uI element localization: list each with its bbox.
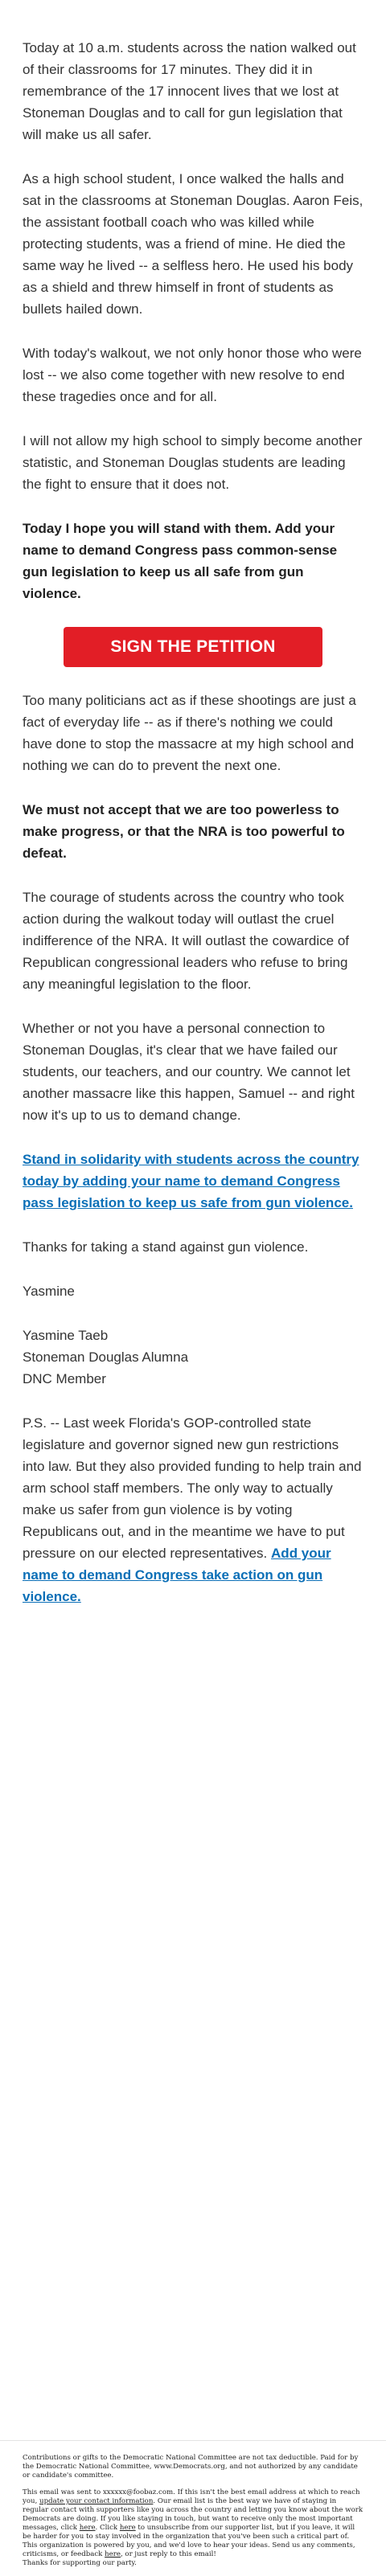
unsubscribe-link[interactable]: here <box>119 2524 136 2532</box>
paragraph-walkout: Today at 10 a.m. students across the nation walked out of their classrooms for 17 minutes. They did it in remembrance of the 17 innocent lives that we lost at Stoneman Douglas and to call for gun legislation that will make us all safer. <box>23 40 356 142</box>
footer-email-notice <box>23 2488 363 2568</box>
paragraph-courage: The courage of students across the country who took action during the walkout today will outlast the cruel indifference of the NRA. It will outlast the cowardice of Republican congressional leaders who refuse to bring any meaningful legislation to the floor. <box>23 890 349 992</box>
ps-link[interactable]: Add your name to demand Congress take action on gun violence. <box>23 1546 331 1604</box>
important-messages-link[interactable]: here <box>79 2524 96 2532</box>
signature-block <box>23 1325 363 1390</box>
paragraph-resolve: With today's walkout, we not only honor those who were lost -- we also come together with new resolve to end these tragedies once and for all. <box>23 346 362 404</box>
footer-text-a: This email was sent to xxxxxx@foobaz.com. If this isn't the best email address at which to reach you, <box>23 2488 360 2505</box>
ps-text: P.S. -- Last week Florida's GOP-controlled state legislature and governor signed new gun restrictions into law. But they also provided funding to help train and arm school staff members. The only way to actually make us safer from gun violence is by voting Republicans out, and in the meantime we have to put pressure on our elected representatives. <box>23 1415 362 1561</box>
footer-thanks: Thanks for supporting our party. <box>23 2559 137 2567</box>
update-contact-link[interactable]: update your contact information <box>39 2497 154 2505</box>
paragraph-ask: Today I hope you will stand with them. Add your name to demand Congress pass common-sense gun legislation to keep us all safe from gun violence. <box>23 521 338 601</box>
paragraph-personal: As a high school student, I once walked the halls and sat in the classrooms at Stoneman Douglas. Aaron Feis, the assistant football coach who was killed while protecting students, was a friend of mine. He died the same way he lived -- a selfless hero. He used his body as a shield and threw himself in front of students as bullets hailed down. <box>23 171 363 317</box>
paragraph-politicians: Too many politicians act as if these shootings are just a fact of everyday life -- as if there's nothing we could have done to stop the massacre at my high school and nothing we can do to prevent the next one. <box>23 693 356 773</box>
email-body <box>23 37 363 1630</box>
feedback-link[interactable]: here <box>105 2550 121 2558</box>
signoff-name: Yasmine <box>23 1284 75 1299</box>
signature-title: Stoneman Douglas Alumna <box>23 1349 189 1365</box>
sign-petition-button[interactable]: SIGN THE PETITION <box>64 627 322 667</box>
paragraph-ps <box>23 1412 363 1607</box>
footer-disclaimer: Contributions or gifts to the Democratic National Committee are not tax deductible. Paid for by the Democratic National Committee, www.Democrats.org, and not authorized by any candidate or candidate's committee. <box>23 2454 359 2480</box>
paragraph-solidarity-link <box>23 1149 363 1214</box>
footer-text-b: . Our email list is the best way we have of staying in regular contact with supporters like you across the country and letting you know about the work Democrats are doing. If you like staying in touch, but want to receive only the most important messages, click <box>23 2497 363 2532</box>
signature-name: Yasmine Taeb <box>23 1328 109 1343</box>
footer-text-d: to unsubscribe from our supporter list, but if you leave, it will be harder for you to stay involved in the organization that you've been such a critical part of. This organization is powered by you, and we'd love to hear your ideas. Send us any comments, criticisms, or feedback <box>23 2524 355 2558</box>
footer-text-e: , or just reply to this email! <box>120 2550 216 2558</box>
paragraph-powerless: We must not accept that we are too powerless to make progress, or that the NRA is too powerful to defeat. <box>23 802 345 861</box>
signature-role: DNC Member <box>23 1371 106 1386</box>
paragraph-thanks: Thanks for taking a stand against gun violence. <box>23 1239 309 1255</box>
paragraph-connection: Whether or not you have a personal connection to Stoneman Douglas, it's clear that we have failed our students, our teachers, and our country. We cannot let another massacre like this happen, Samuel -- and right now it's up to us to demand change. <box>23 1021 355 1123</box>
paragraph-statistic: I will not allow my high school to simply become another statistic, and Stoneman Douglas students are leading the fight to ensure that it does not. <box>23 433 363 492</box>
solidarity-link[interactable]: Stand in solidarity with students across the country today by adding your name to demand Congress pass legislation to keep us safe from gun violence. <box>23 1152 359 1210</box>
cta-container <box>23 627 363 667</box>
email-footer <box>0 2440 386 2576</box>
footer-text-c: . Click <box>95 2524 118 2532</box>
